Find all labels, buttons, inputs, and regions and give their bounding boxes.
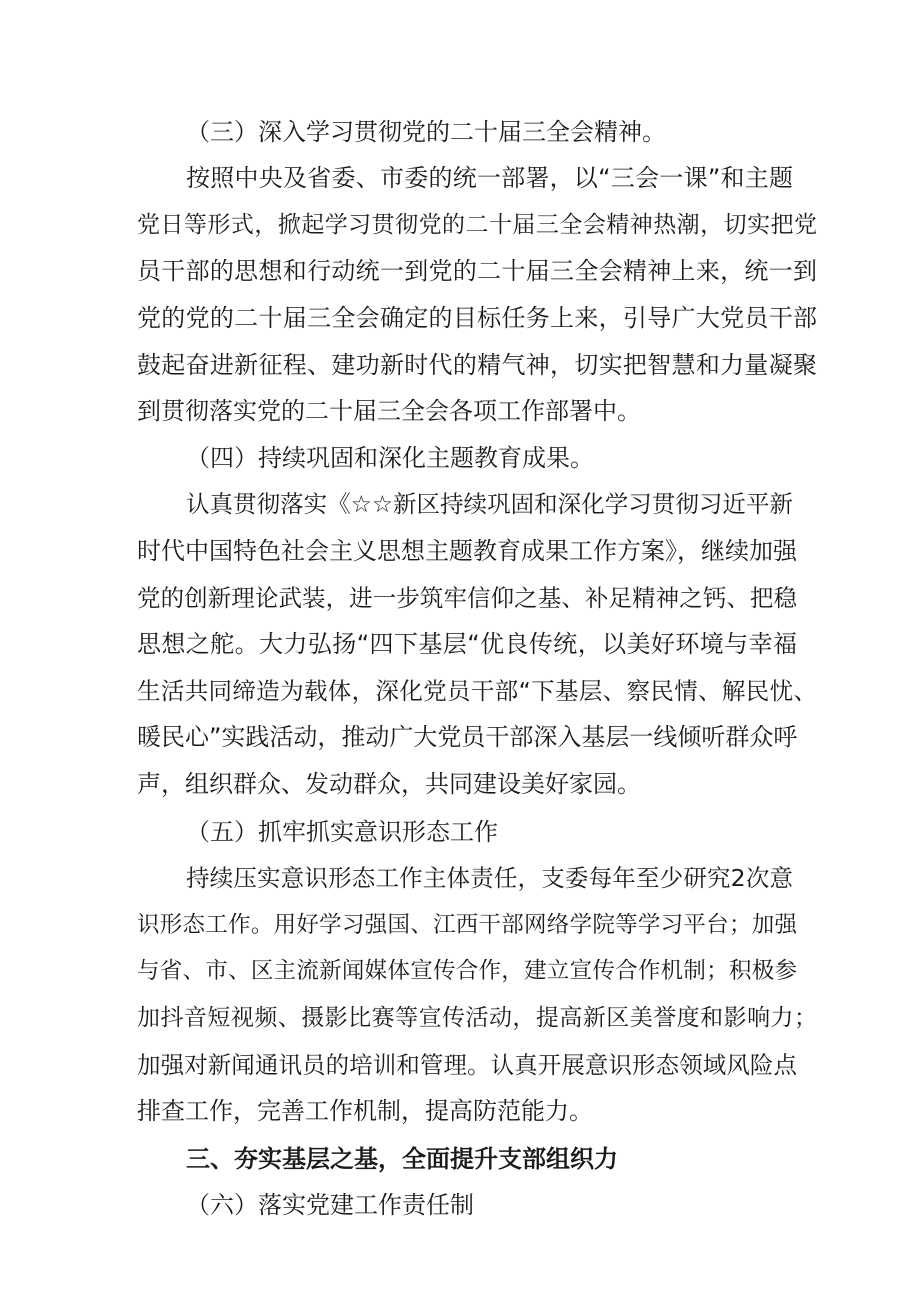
chapter-heading: 三、夯实基层之基，全面提升支部组织力 [186, 1145, 618, 1173]
paragraph-line: 排查工作，完善工作机制，提高防范能力。 [137, 1097, 593, 1125]
paragraph-line: 按照中央及省委、市委的统一部署，以“三会一课”和主题 [186, 164, 793, 192]
paragraph-line: 党的党的二十届三全会确定的目标任务上来，引导广大党员干部 [137, 304, 817, 332]
paragraph-line: 认真贯彻落实《☆☆新区持续巩固和深化学习贯彻习近平新 [186, 490, 793, 518]
paragraph-line: 思想之舵。大力弘扬“四下基层“优良传统，以美好环境与幸福 [137, 630, 797, 658]
section-heading: （五）抓牢抓实意识形态工作 [186, 818, 498, 846]
paragraph-line: 党日等形式，掀起学习贯彻党的二十届三全会精神热潮，切实把党 [137, 212, 817, 238]
paragraph-line: 员干部的思想和行动统一到党的二十届三全会精神上来，统一到 [137, 257, 817, 285]
paragraph-line: 加强对新闻通讯员的培训和管理。认真开展意识形态领域风险点 [137, 1051, 797, 1079]
paragraph-line: 识形态工作。用好学习强国、江西干部网络学院等学习平台；加强 [137, 912, 797, 938]
paragraph-line: 声，组织群众、发动群众，共同建设美好家园。 [137, 770, 641, 798]
paragraph-line: 鼓起奋进新征程、建功新时代的精气神，切实把智慧和力量凝聚 [137, 351, 817, 379]
paragraph-line: 加抖音短视频、摄影比赛等宣传活动，提高新区美誉度和影响力； [137, 1005, 817, 1031]
paragraph-line: 党的创新理论武装，进一步筑牢信仰之基、补足精神之钙、把稳 [137, 584, 797, 612]
section-heading: （三）深入学习贯彻党的二十届三全会精神。 [186, 118, 666, 146]
paragraph-line: 持续压实意识形态工作主体责任，支委每年至少研究2次意 [186, 864, 793, 892]
paragraph-line: 时代中国特色社会主义思想主题教育成果工作方案》，继续加强 [137, 537, 797, 565]
paragraph-line: 生活共同缔造为载体，深化党员干部“下基层、察民情、解民忧、 [137, 677, 817, 705]
paragraph-line: 暖民心”实践活动，推动广大党员干部深入基层一线倾听群众呼 [137, 723, 797, 751]
section-heading: （四）持续巩固和深化主题教育成果。 [186, 444, 594, 472]
paragraph-line: 与省、市、区主流新闻媒体宣传合作，建立宣传合作机制；积极参 [137, 958, 797, 984]
section-heading: （六）落实党建工作责任制 [186, 1191, 474, 1219]
paragraph-line: 到贯彻落实党的二十届三全会各项工作部署中。 [137, 397, 641, 425]
